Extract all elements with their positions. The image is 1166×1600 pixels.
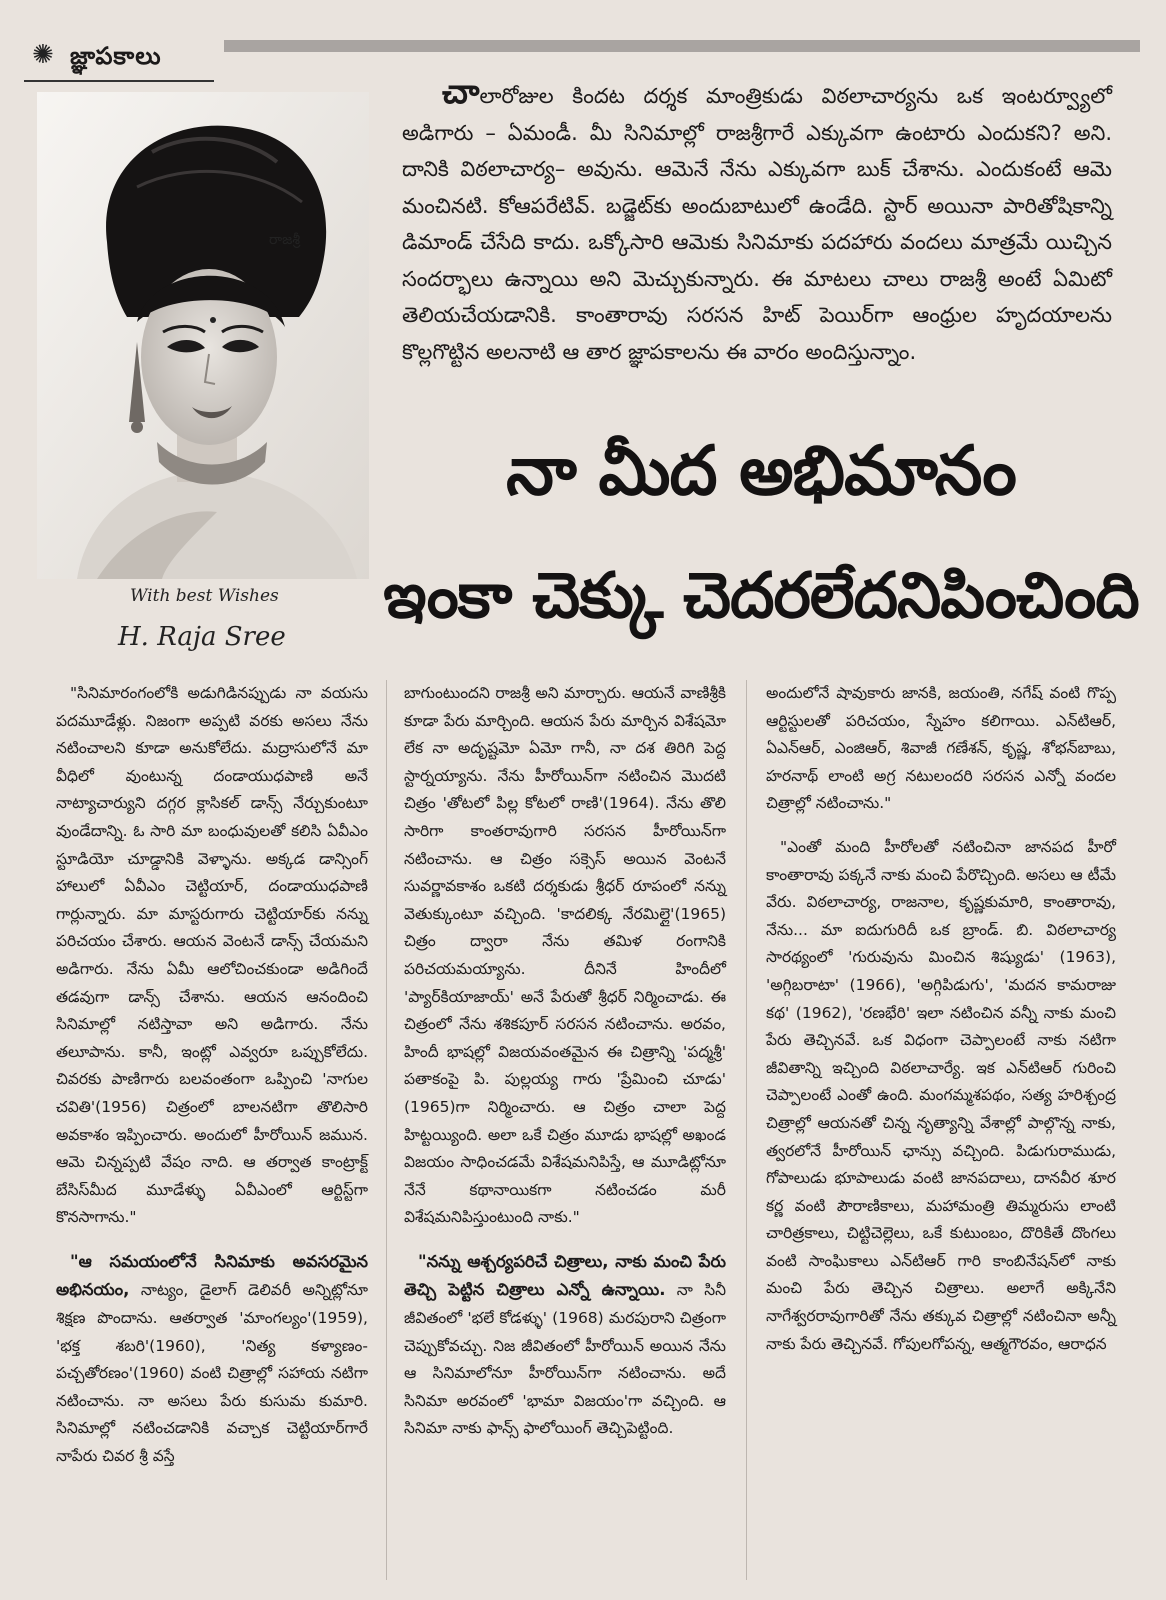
body-column-1 — [56, 680, 368, 1471]
section-header — [24, 34, 214, 82]
photo-caption: రాజశ్రీ — [269, 232, 301, 248]
column-divider — [746, 680, 747, 1580]
headline-line-2: ఇంకా చెక్కు చెదరలేదనిపించింది — [383, 559, 1139, 632]
intro-drop-letters: చా — [442, 72, 480, 112]
headline — [380, 410, 1142, 658]
column-1-paragraph-1: "సినిమారంగంలోకి అడుగిడినప్పుడు నా వయసు పదమూడేళ్లు. నిజంగా అప్పటి వరకు అసలు నేను నటించాలని కూడా అనుకోలేదు. మద్రాసులోనే మా వీధిలో వుంటున్న దండాయుధపాణి అనే నాట్యాచార్యుని దగ్గర క్లాసికల్ డాన్స్ నేర్చుకుంటూ వుండేదాన్ని. ఓ సారి మా బంధువులతో కలిసి ఏవీఎం స్టూడియో చూడ్డానికి వెళ్ళాను. అక్కడ డాన్సింగ్ హాలులో ఏవీఎం చెట్టియార్, దండాయుధపాణి గార్లున్నారు. మా మాస్టరుగారు చెట్టియార్‌కు నన్ను పరిచయం చేశారు. ఆయన వెంటనే డాన్స్ చేయమని అడిగారు. నేను ఏమీ ఆలోచించకుండా అడిగిందే తడవుగా డాన్స్ చేశాను. ఆయన ఆనందించి సినిమాల్లో నటిస్తావా అని అడిగారు. నేను తలూపాను. కానీ, ఇంట్లో ఎవ్వరూ ఒప్పుకోలేదు. చివరకు పాణిగారు బలవంతంగా ఒప్పించి 'నాగుల చవితి'(1956) చిత్రంలో బాలనటిగా తొలిసారి అవకాశం ఇప్పించారు. అందులో హీరోయిన్ జమున. ఆమె చిన్నప్పటి వేషం నాది. ఆ తర్వాత కాంట్రాక్ట్ బేసిస్‌మీద మూడేళ్ళు ఏవీఎంలో ఆర్టిస్ట్‌గా కొనసాగాను." — [56, 684, 368, 1227]
column-3-paragraph-1: అందులోనే షావుకారు జానకి, జయంతి, నగేష్ వంటి గొప్ప ఆర్టిస్టులతో పరిచయం, స్నేహం కలిగాయి. ఎన్‌టిఆర్, ఏఎన్‌ఆర్, ఎంజిఆర్, శివాజీ గణేశన్, కృష్ణ, శోభన్‌బాబు, హరనాథ్ లాంటి అగ్ర నటులందరి సరసన ఎన్నో వందల చిత్రాల్లో నటించాను." — [766, 684, 1116, 813]
intro-paragraph — [402, 74, 1112, 370]
column-2-lead: "నన్ను ఆశ్చర్యపరిచే చిత్రాలు, నాకు మంచి పేరు తెచ్చి పెట్టిన చిత్రాలు ఎన్నో ఉన్నాయి. — [404, 1251, 726, 1300]
intro-text: లారోజుల కిందట దర్శక మాంత్రికుడు విఠలాచార్యను ఒక ఇంటర్వ్యూలో అడిగారు – ఏమండీ. మీ సినిమాల్లో రాజశ్రీగారే ఎక్కువగా ఉంటారు ఎందుకని? అని. దానికి విఠలాచార్య– అవును. ఆమెనే నేను ఎక్కువగా బుక్ చేశాను. ఎందుకంటే ఆమె మంచినటి. కోఆపరేటివ్. బడ్జెట్‌కు అందుబాటులో ఉండేది. స్టార్ అయినా పారితోషికాన్ని డిమాండ్ చేసేది కాదు. ఒక్కోసారి ఆమెకు సినిమాకు పదహారు వందలు మాత్రమే యిచ్చిన సందర్భాలు ఉన్నాయి అని మెచ్చుకున్నారు. ఈ మాటలు చాలు రాజశ్రీ అంటే ఏమిటో తెలియచేయడానికి. కాంతారావు సరసన హిట్ పెయిర్‌గా ఆంధ్రుల హృదయాలను కొల్లగొట్టిన అలనాటి ఆ తార జ్ఞాపకాలను ఈ వారం అందిస్తున్నాం. — [402, 84, 1112, 364]
section-label: జ్ఞాపకాలు — [70, 42, 162, 70]
column-2-paragraph-1: బాగుంటుందని రాజశ్రీ అని మార్చారు. ఆయనే వాణిశ్రీకి కూడా పేరు మార్చింది. ఆయన పేరు మార్చిన విశేషమో లేక నా అదృష్టమో ఏమో గానీ, నా దశ తిరిగి పెద్ద స్టార్నయ్యాను. నేను హీరోయిన్‌గా నటించిన మొదటి చిత్రం 'తోటలో పిల్ల కోటలో రాణి'(1964). నేను తొలి సారిగా కాంతరావుగారి సరసన హీరోయిన్‌గా నటించాను. ఆ చిత్రం సక్సెస్ అయిన వెంటనే సువర్ణావకాశం ఒకటి దర్శకుడు శ్రీధర్ రూపంలో నన్ను వెతుక్కుంటూ వచ్చింది. 'కాదలిక్క నేరమిల్లై'(1965) చిత్రం ద్వారా నేను తమిళ రంగానికి పరిచయమయ్యాను. దీనినే హిందీలో 'ప్యార్‌కియాజాయ్' అనే పేరుతో శ్రీధర్ నిర్మించాడు. ఈ చిత్రంలో నేను శశికపూర్ సరసన నటించాను. అరవం, హిందీ భాషల్లో విజయవంతమైన ఈ చిత్రాన్ని 'పద్మశ్రీ' పతాకంపై పి. పుల్లయ్య గారు 'ప్రేమించి చూడు' (1965)గా నిర్మించారు. ఆ చిత్రం చాలా పెద్ద హిట్టయ్యింది. అలా ఒకే చిత్రం మూడు భాషల్లో అఖండ విజయం సాధించడమే విశేషమనిపిస్తే, ఆ మూడిట్లోనూ నేనే కథానాయికగా నటించడం మరీ విశేషమనిపిస్తుంటుంది నాకు." — [404, 684, 726, 1227]
column-1-lead: "ఆ సమయంలోనే సినిమాకు అవసరమైన అభినయం, — [56, 1251, 368, 1300]
column-2-paragraph-2 — [404, 1248, 726, 1443]
column-divider — [386, 680, 387, 1580]
body-column-3 — [766, 680, 1116, 1358]
body-column-2 — [404, 680, 726, 1443]
portrait-photo — [37, 92, 369, 579]
headline-line-1: నా మీద అభిమానం — [506, 432, 1016, 511]
column-3-paragraph-2: "ఎంతో మంది హీరోలతో నటించినా జానపద హీరో కాంతారావు పక్కనే నాకు మంచి పేరొచ్చింది. అసలు ఆ టీమే వేరు. విఠలాచార్య, రాజనాల, కృష్ణకుమారి, కాంతారావు, నేను... మా ఐదుగురిదీ ఒక బ్రాండ్. బి. విఠలాచార్య సారథ్యంలో 'గురువును మించిన శిష్యుడు' (1963), 'అగ్గిబరాటా' (1966), 'అగ్గిపిడుగు', 'మదన కామరాజు కథ' (1962), 'రణభేరి' ఇలా నటించిన వన్నీ నాకు మంచి పేరు తెచ్చినవే. ఒక విధంగా చెప్పాలంటే నాకు నటిగా జీవితాన్ని ఇచ్చింది విఠలాచార్యే. ఇక ఎన్‌టిఆర్ గురించి చెప్పాలంటే ఎంతో ఉంది. మంగమ్మశపథం, సత్య హరిశ్చంద్ర చిత్రాల్లో ఆయనతో చిన్న నృత్యాన్ని వేశాల్లో పాల్గొన్న నాకు, త్వరలోనే హీరోయిన్ ఛాన్సు వచ్చింది. పిడుగురాముడు, గోపాలుడు భూపాలుడు వంటి జానపదాలు, దానవీర శూర కర్ణ వంటి పౌరాణికాలు, మహామంత్రి తిమ్మరుసు లాంటి చారిత్రకాలు, చిట్టిచెల్లెలు, ఒకే కుటుంబం, దొరికితే దొంగలు వంటి సాంఘికాలు ఎన్‌టిఆర్ గారి కాంబినేషన్‌లో నాకు మంచి పేరు తెచ్చిన చిత్రాలు. అలాగే అక్కినేని నాగేశ్వరరావుగారితో నేను తక్కువ చిత్రాల్లో నటించినా అన్నీ నాకు పేరు తెచ్చినవే. గోపులగోపన్న, ఆత్మగౌరవం, ఆరాధన — [766, 837, 1116, 1353]
column-1-paragraph-2 — [56, 1248, 368, 1471]
autograph-signature: H. Raja Sree — [118, 622, 286, 652]
column-2-paragraph-2-text: నా సినీ జీవితంలో 'భలే కోడళ్ళు' (1968) మరపురాని చిత్రంగా చెప్పుకోవచ్చు. నిజ జీవితంలో హీరోయిన్ అయిన నేను ఆ సినిమాలోనూ హీరోయిన్‌గా నటించాను. అదే సినిమా అరవంలో 'భామా విజయం'గా వచ్చింది. ఆ సినిమా నాకు ఫాన్స్ ఫాలోయింగ్ తెచ్చిపెట్టింది. — [404, 1281, 726, 1438]
column-1-paragraph-2-text: నాట్యం, డైలాగ్ డెలివరీ అన్నిట్లోనూ శిక్షణ పొందాను. ఆతర్వాత 'మాంగల్యం'(1959), 'భక్త శబరి'(1960), 'నిత్య కళ్యాణం-పచ్చతోరణం'(1960) వంటి చిత్రాల్లో సహాయ నటిగా నటించాను. నా అసలు పేరు కుసుమ కుమారి. సినిమాల్లో నటించడానికి వచ్చాక చెట్టియార్‌గారే నాపేరు చివర శ్రీ వస్తే — [56, 1281, 368, 1466]
autograph-wish: With best Wishes — [130, 586, 279, 606]
header-rule — [224, 40, 1140, 52]
sun-burst-icon: ✺ — [32, 40, 54, 70]
